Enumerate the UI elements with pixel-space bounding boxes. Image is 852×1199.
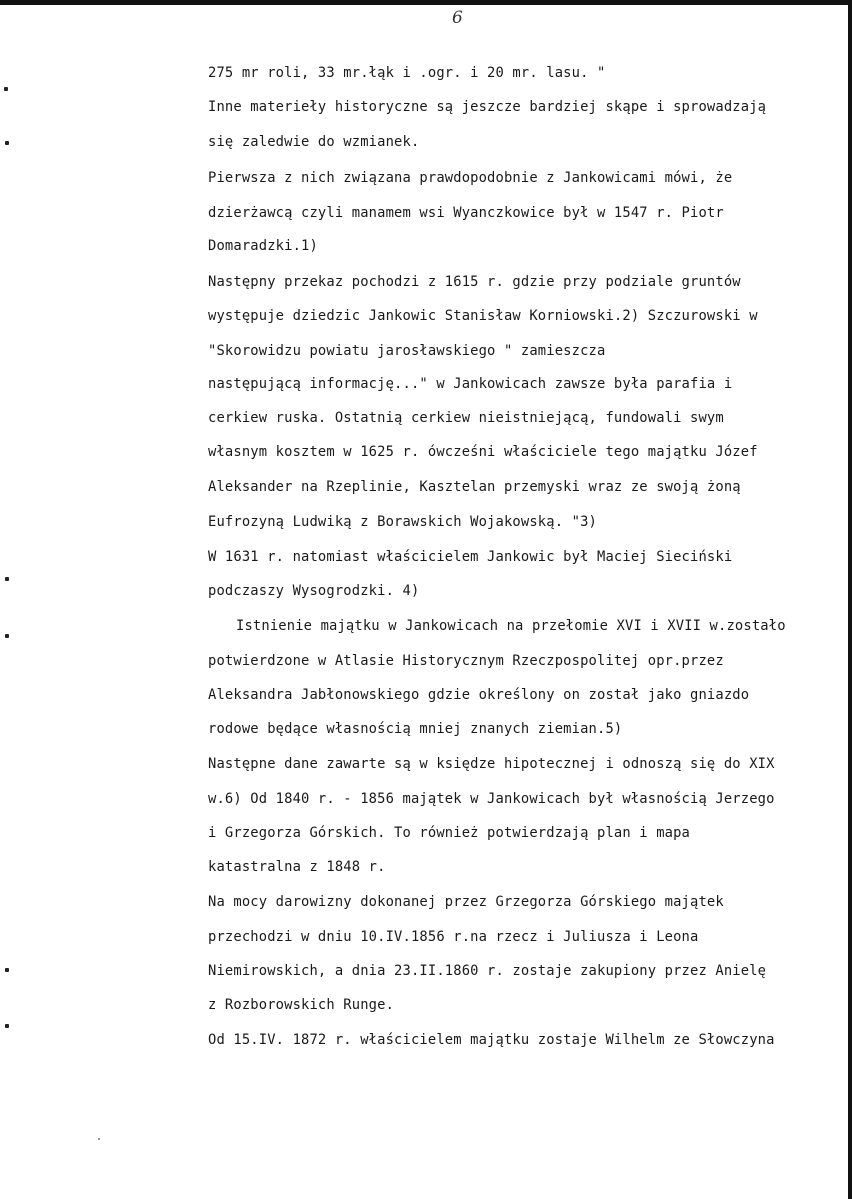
text-line: przechodzi w dniu 10.IV.1856 r.na rzecz i Juliusza i Leona — [208, 929, 699, 945]
margin-mark — [5, 968, 9, 972]
text-line: "Skorowidzu powiatu jarosławskiego " zamieszcza — [208, 343, 606, 359]
text-line: cerkiew ruska. Ostatnią cerkiew nieistniejącą, fundowali swym — [208, 410, 724, 426]
text-line: Następny przekaz pochodzi z 1615 r. gdzie przy podziale gruntów — [208, 274, 741, 290]
text-line: Następne dane zawarte są w księdze hipotecznej i odnoszą się do XIX — [208, 756, 775, 772]
text-line: Inne materieły historyczne są jeszcze bardziej skąpe i sprowadzają — [208, 99, 767, 115]
text-line: Domaradzki.1) — [208, 238, 318, 254]
text-line: W 1631 r. natomiast właścicielem Jankowic był Maciej Sieciński — [208, 549, 733, 565]
margin-mark — [5, 141, 9, 145]
margin-mark — [4, 87, 8, 91]
margin-mark — [5, 1024, 9, 1028]
text-line: Istnienie majątku w Jankowicach na przełomie XVI i XVII w.zostało — [236, 618, 786, 634]
text-line: występuje dziedzic Jankowic Stanisław Korniowski.2) Szczurowski w — [208, 308, 758, 324]
text-line: potwierdzone w Atlasie Historycznym Rzeczpospolitej opr.przez — [208, 653, 724, 669]
margin-mark — [98, 1138, 100, 1140]
text-line: się zaledwie do wzmianek. — [208, 134, 420, 150]
margin-mark — [5, 577, 9, 581]
text-line: katastralna z 1848 r. — [208, 859, 386, 875]
text-line: własnym kosztem w 1625 r. ówcześni właściciele tego majątku Józef — [208, 444, 758, 460]
text-line: dzierżawcą czyli manamem wsi Wyanczkowice był w 1547 r. Piotr — [208, 205, 724, 221]
text-line: Niemirowskich, a dnia 23.II.1860 r. zostaje zakupiony przez Anielę — [208, 963, 767, 979]
text-line: Aleksandra Jabłonowskiego gdzie określony on został jako gniazdo — [208, 687, 750, 703]
text-line: następującą informację..." w Jankowicach zawsze była parafia i — [208, 376, 733, 392]
margin-mark — [5, 634, 9, 638]
text-line: Na mocy darowizny dokonanej przez Grzegorza Górskiego majątek — [208, 894, 724, 910]
text-line: z Rozborowskich Runge. — [208, 997, 395, 1013]
text-line: i Grzegorza Górskich. To również potwierdzają plan i mapa — [208, 825, 691, 841]
text-line: Aleksander na Rzeplinie, Kasztelan przemyski wraz ze swoją żoną — [208, 479, 741, 495]
scan-border-right — [848, 0, 852, 1199]
page-number: 6 — [452, 8, 463, 28]
text-line: w.6) Od 1840 r. - 1856 majątek w Jankowicach był własnością Jerzego — [208, 791, 775, 807]
text-line: Od 15.IV. 1872 r. właścicielem majątku zostaje Wilhelm ze Słowczyna — [208, 1032, 775, 1048]
scan-border-top — [0, 0, 852, 5]
text-line: Pierwsza z nich związana prawdopodobnie z Jankowicami mówi, że — [208, 170, 733, 186]
text-line: 275 mr roli, 33 mr.łąk i .ogr. i 20 mr. lasu. " — [208, 65, 606, 81]
text-line: podczaszy Wysogrodzki. 4) — [208, 583, 420, 599]
text-line: rodowe będące własnością mniej znanych ziemian.5) — [208, 721, 623, 737]
text-line: Eufrozyną Ludwiką z Borawskich Wojakowską. "3) — [208, 514, 597, 530]
